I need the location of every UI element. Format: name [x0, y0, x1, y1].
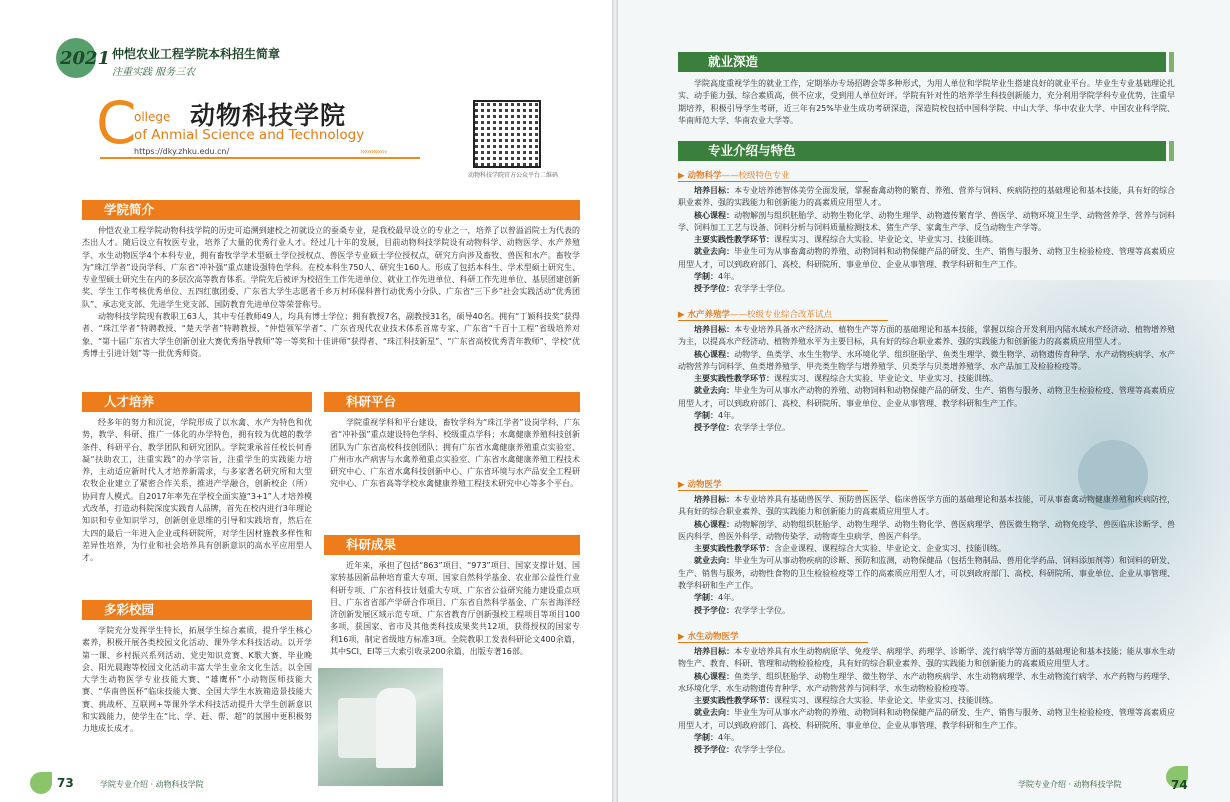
intro-paragraph-2: 动物科技学院现有教职工63人，其中专任教师49人，均具有博士学位；拥有教授7名，副教授31名，硕导40名。拥有“丁颖科技奖”获得者、“珠江学者”特聘教授、“楚天学者”特聘教授、“仲恺领军学者”、广东省现代农业技术体系首席专家、广东省“千百十工程”省级培养对象、“第十届广东省大学生创新创业大赛优秀指导教师”等一等奖和十佳讲师”获得者、“珠江科技新星”、“广东省高校优秀青年教师”、学校“优秀博士引进计划”等一批优秀师资。 — [82, 312, 580, 358]
college-url[interactable]: https://dky.zhku.edu.cn/ — [134, 147, 230, 156]
page-number-right: 74 — [1171, 778, 1188, 792]
intro-paragraph-1: 仲恺农业工程学院动物科技学院的历史可追溯到建校之初就设立的蚕桑专业，是我校最早设立的专业之一，培养了以曾溢滔院士为代表的杰出人才。随后设立有牧医专业，培养了大量的优秀行业人才。经过几十年的发展，目前动物科技学院设有动物科学、动物医学、水产养殖学、水生动物医学4个本科专业，拥有畜牧学学术型硕士学位授权点、兽医学专业硕士学位授权点，研究方向涉及畜牧、兽医和水产。畜牧学为“珠江学者”设岗学科、广东省“冲补强”重点建设强特色学科。在校本科生750人、研究生160人。形成了包括本科生、学术型硕士研究生、专业型硕士研究生在内的多层次高等教育体系。学院先后被评为校招生工作先进单位、就业工作先进单位、科研工作先进单位、基层团建创新奖、学生工作考核优秀单位、五四红旗团委、广东省大学生志愿者千乡万村环保科普行动优秀小分队、广东省“三下乡”社会实践活动“优秀团队”、承志党支部、先进学生党支部、国防教育先进单位等荣誉称号。 — [82, 226, 580, 309]
major-name: 动物科学 — [687, 171, 722, 181]
campus-heading-text: 多彩校园 — [104, 602, 155, 617]
major-underline — [678, 490, 868, 491]
brochure-header — [30, 34, 360, 82]
major-title-animal-science — [678, 169, 790, 181]
label-degree: 授予学位： — [694, 605, 734, 615]
major-name: 动物医学 — [687, 480, 722, 490]
arrow-decoration-icon: ›››››››››››› — [360, 147, 387, 156]
label-duration: 学制： — [694, 593, 718, 603]
footer-left: 学院专业介绍 · 动物科技学院 — [100, 780, 204, 789]
page-left — [0, 0, 612, 802]
major-title-aquaculture — [678, 308, 832, 320]
major-degree: 农学学士学位。 — [734, 605, 790, 615]
major-practice: 含企业课程、课程综合大实验、毕业论文、企业实习、技能训练。 — [774, 544, 1006, 554]
major-practice: 课程实习、课程综合大实验、毕业论文、毕业实习、技能训练。 — [774, 235, 998, 245]
talent-paragraph-1: 经多年的努力和沉淀，学院形成了以水禽、水产为特色和优势，教学、科研、推广一体化的办学特色，拥有较为优越的教学条件、科研平台、教学团队和研究团队。学院秉承首任校长何香凝“扶助农工，注重实践”的办学宗旨，注重学生的实践能力培养，主动适应新时代人才培养新需求，与多家著名研究所和大型农牧企业建立了紧密合作关系，推进产学融合，创新校企（所）协同育人模式。自2017年率先在学校全面实施“3+1”人才培养模式改革，打造动科院深度实践育人品牌，首先在校内进行3年理论知识和专业知识学习，创新创业思维的引导和实践培育，然后在大四的最后一年进入企业或科研院所，对学生因材施教多样性和差异性培养，为行业和社会培养具有创新意识的高水平应用型人才。 — [82, 418, 312, 563]
section-heading-intro — [82, 200, 580, 220]
major-title-aquatic-vet — [678, 630, 739, 642]
label-practice: 主要实践性教学环节： — [694, 374, 774, 384]
major-degree: 农学学士学位。 — [734, 284, 790, 294]
header-divider — [100, 157, 420, 159]
label-degree: 授予学位： — [694, 745, 734, 755]
section-heading-research — [324, 392, 580, 412]
major-courses: 动物解剖学、动物组织胚胎学、动物生理学、动物生物化学、兽医病理学、兽医微生物学、动物免疫学、兽医临床诊断学、兽医内科学、兽医外科学、动物传染学、动物寄生虫病学、兽医产科学。 — [678, 519, 1176, 541]
label-career: 就业去向： — [694, 247, 735, 257]
section-heading-results — [324, 535, 580, 555]
footer-right: 学院专业介绍 · 动物科技学院 — [1018, 780, 1122, 789]
major-underline — [678, 642, 868, 643]
label-goal: 培养目标： — [694, 186, 735, 195]
research-heading-text: 科研平台 — [346, 394, 397, 409]
major-goal: 本专业培养具备水产经济动、植物生产等方面的基础理论和基本技能，掌握以综合开发利用内陆水域水产经济动、植物增养殖为主，以提高水产经济动、植物养殖水平为主要目标，具有好的综合职业素养、强的实践能力和创新能力的高素质应用型人才。 — [678, 325, 1176, 347]
header-title: 仲恺农业工程学院本科招生简章 — [112, 47, 281, 61]
label-courses: 核心课程： — [694, 671, 735, 681]
label-courses: 核心课程： — [694, 519, 735, 529]
major-career: 毕业生可为从事畜禽动物的养殖、动物饲料和动物保健产品的研发、生产、销售与服务、动物卫生检验检疫、管理等高素质应用型人才，可以到政府部门、高校、科研院所、事业单位、企业从事管理、教学科研和生产工作。 — [678, 247, 1176, 269]
major-underline — [678, 181, 868, 182]
label-duration: 学制： — [694, 411, 718, 421]
label-goal: 培养目标： — [694, 647, 735, 656]
leaf-decoration-icon — [30, 772, 52, 794]
campus-paragraph-1: 学院充分发挥学生特长，拓展学生综合素质，提升学生核心素养，积极开展各类校园文化活动、课外学术科技活动。以开学第一课、乡村振兴系列活动、党史知识竞赛、K歌大赛、毕业晚会、阳光晨跑等校园文化活动丰富大学生业余文化生活。以全国大学生动物医学专业技能大赛、“雄鹰杯”小动物医师技能大赛、“华南兽医杯”临床技能大赛、全国大学生水族箱造景技能大赛、挑战杯、互联网+等课外学术科技活动提升大学生创新意识和实践能力，使学生在“比、学、赶、帮、超”的氛围中更积极努力地成长成才。 — [82, 626, 312, 734]
employment-body — [678, 78, 1175, 127]
section-heading-talent — [82, 392, 312, 412]
section-heading-campus — [82, 600, 312, 620]
research-body — [330, 417, 580, 491]
qr-caption: 动物科技学院官方公众平台二维码 — [467, 172, 558, 179]
employment-paragraph-1: 学院高度重视学生的就业工作，定期举办专场招聘会等多种形式，为用人单位和学院毕业生搭建良好的就业平台。毕业生专业基础理论扎实、动手能力强、综合素质高，供不应求，受到用人单位好评。学院有针对性的培养学生科技创新能力，充分利用学院学科专业优势，注重早期培养，积极引导学生考研，近三年有25%毕业生成功考研深造，深造院校包括中国科学院、中山大学、华中农业大学、中国农业科学院、华南师范大学、华南农业大学等。 — [678, 79, 1175, 125]
triangle-icon: ▶ — [678, 171, 688, 181]
major-body-aquaculture — [678, 324, 1175, 435]
major-body-veterinary — [678, 494, 1175, 617]
label-goal: 培养目标： — [694, 495, 735, 504]
lab-photo — [318, 668, 443, 786]
major-name: 水产养殖学 — [687, 310, 731, 320]
triangle-icon: ▶ — [678, 480, 688, 490]
results-body-top — [330, 560, 580, 668]
major-degree: 农学学士学位。 — [734, 423, 790, 433]
college-en-line1: ollege — [134, 110, 171, 124]
results-paragraph-1: 近年来，承担了包括“863”项目、“973”项目、国家支撑计划、国家转基因新品种培育重大专项、国家自然科学基金、农业部公益性行业科研专项、广东省科技计划重大专项、广东省公益研究能力建设重点项目、广东省省部产学研合作项目、广东省自然科学基金、广东省海洋经济创新发展区域示范专项、广东省教育厅创新强校工程项目等项目100多项，获国家、省市及其他类科技成果奖共12项，获得授权的国家专利16项，制定省级地方标准3项。全院教职工发表科研论文400余篇，其中SCI、EI等三大索引收录200余篇，出版专著16部。 — [330, 561, 580, 657]
triangle-icon: ▶ — [678, 632, 688, 642]
major-duration: 4年。 — [718, 593, 740, 603]
major-subtitle: ——校级专业综合改革试点 — [730, 310, 833, 320]
major-goal: 本专业培养具有基础兽医学、预防兽医医学、临床兽医学方面的基础理论和基本技能，可从事畜禽动物健康养殖和疾病防控，具有好的综合职业素养、强的实践能力和创新能力的高素质应用型人才。 — [678, 495, 1176, 517]
major-degree: 农学学士学位。 — [734, 745, 790, 755]
major-practice: 课程实习、课程综合大实验、毕业论文、毕业实习、技能训练。 — [774, 696, 998, 706]
major-courses: 动物解剖与组织胚胎学、动物生物化学、动物生理学、动物遗传繁育学、兽医学、动物环境卫生学、动物营养学、营养与饲料学、饲料加工工艺与设备、饲料分析与饲料质量检测技术、猪生产学、家禽生产学、反刍动物生产学等。 — [678, 210, 1176, 232]
majors-heading-text: 专业介绍与特色 — [708, 143, 796, 158]
major-duration: 4年。 — [718, 272, 740, 282]
major-underline — [678, 320, 888, 321]
research-paragraph-1: 学院重视学科和平台建设，畜牧学科为“珠江学者”设岗学科、广东省“冲补强”重点建设特色学科、校级重点学科；水禽健康养殖科技创新团队为广东省高校科技创团队；拥有广东省水禽健康养殖重点实验室、广州市水产病害与水禽养殖重点实验室、广东省水禽健康养殖工程技术研究中心、广东省水禽科技创新中心、广东省环境与水产品安全工程研究中心、广东省高等学校水禽健康养殖工程技术研究中心等多个平台。 — [330, 418, 580, 489]
major-career: 毕业生为可从事水产动物的养殖、动物饲料和动物保健产品的研发、生产、销售与服务、动物卫生检验检疫、管理等高素质应用型人才，可以到政府部门、高校、科研院所、事业单位、企业从事管理、教学科研和生产工作。 — [678, 708, 1176, 730]
major-courses: 鱼类学、组织胚胎学、动物生理学、微生物学、水产动物疾病学、水生动物病理学、水生动物流行病学、水产药物与药理学、水环境化学、水生动物遗传育种学、水产动物营养与饲料学、水生动物检验检疫等。 — [678, 671, 1176, 693]
campus-body — [82, 625, 312, 736]
college-cn-name: 动物科技学院 — [190, 101, 347, 130]
label-career: 就业去向： — [694, 386, 735, 396]
major-body-animal-science — [678, 185, 1175, 296]
label-practice: 主要实践性教学环节： — [694, 696, 774, 706]
major-subtitle: ——校级特色专业 — [721, 171, 790, 181]
label-duration: 学制： — [694, 272, 718, 282]
header-motto: 注重实践 服务三农 — [112, 67, 196, 78]
major-duration: 4年。 — [718, 411, 740, 421]
label-courses: 核心课程： — [694, 349, 735, 359]
employment-heading-text: 就业深造 — [708, 54, 759, 69]
page-number-left: 73 — [57, 776, 74, 790]
label-career: 就业去向： — [694, 708, 735, 718]
college-en-line2: of Anmial Science and Technology — [134, 127, 365, 143]
intro-body — [82, 225, 580, 360]
label-degree: 授予学位： — [694, 423, 734, 433]
major-body-aquatic-vet — [678, 646, 1175, 757]
section-heading-majors — [678, 141, 1166, 161]
results-heading-text: 科研成果 — [346, 537, 397, 552]
major-goal: 本专业培养德智体美劳全面发展，掌握畜禽动物的繁育、养殖、营养与饲料、疾病防控的基础理论和基本技能，具有好的综合职业素养、强的实践能力和创新能力的高素质应用型人才。 — [678, 186, 1176, 208]
major-career: 毕业生为可从事水产动物的养殖、动物饲料和动物保健产品的研发、生产、销售与服务、动物卫生检验检疫、管理等高素质应用型人才，可以到政府部门、高校、科研院所、事业单位、企业从事管理、教学科研和生产工作。 — [678, 386, 1176, 408]
green-heading-strip — [1169, 52, 1174, 72]
major-courses: 动物学、鱼类学、水生生物学、水环境化学、组织胚胎学、鱼类生理学、微生物学、动物遗传育种学、水产动物疾病学、水产动物营养与饲料学、鱼类增养殖学、甲壳类生物学与增养殖学、贝类学与贝类增养殖学、水产品加工及检验检疫等。 — [678, 349, 1176, 371]
major-goal: 本专业培养具有水生动物病原学、免疫学、病理学、药理学、诊断学、流行病学等方面的基础理论和基本技能；能从事水生动物生产、教育、科研、管理和动物检验检疫，具有好的综合职业素养、强的实践能力和创新能力的高素质应用型人才。 — [678, 647, 1176, 669]
intro-heading-text: 学院简介 — [104, 202, 155, 217]
major-practice: 课程实习、课程综合大实验、毕业论文、毕业实习、技能训练。 — [774, 374, 998, 384]
label-courses: 核心课程： — [694, 210, 735, 220]
major-title-veterinary — [678, 478, 722, 490]
label-practice: 主要实践性教学环节： — [694, 544, 774, 554]
header-year: 2021 — [60, 48, 111, 69]
label-goal: 培养目标： — [694, 325, 735, 334]
label-practice: 主要实践性教学环节： — [694, 235, 774, 245]
researcher-image — [376, 688, 416, 768]
qr-code-icon — [473, 100, 541, 168]
major-career: 毕业生为可从事动物疾病的诊断、预防和监测，动物保健品（包括生物制品、兽用化学药品、饲料添加剂等）和饲料的研发、生产、销售与服务，动物性食物的卫生检验检疫等工作的高素质应用型人才，可以到政府部门、高校、科研院所、事业单位、企业从事管理、教学科研和生产工作。 — [678, 556, 1176, 591]
major-name: 水生动物医学 — [687, 632, 739, 642]
talent-body — [82, 417, 312, 565]
green-heading-strip — [1169, 141, 1174, 161]
label-duration: 学制： — [694, 733, 718, 743]
page-right — [618, 0, 1230, 802]
label-degree: 授予学位： — [694, 284, 734, 294]
label-career: 就业去向： — [694, 556, 735, 566]
major-duration: 4年。 — [718, 733, 740, 743]
college-initial-c: C — [96, 89, 137, 157]
triangle-icon: ▶ — [678, 310, 688, 320]
talent-heading-text: 人才培养 — [104, 394, 155, 409]
section-heading-employment — [678, 52, 1166, 72]
